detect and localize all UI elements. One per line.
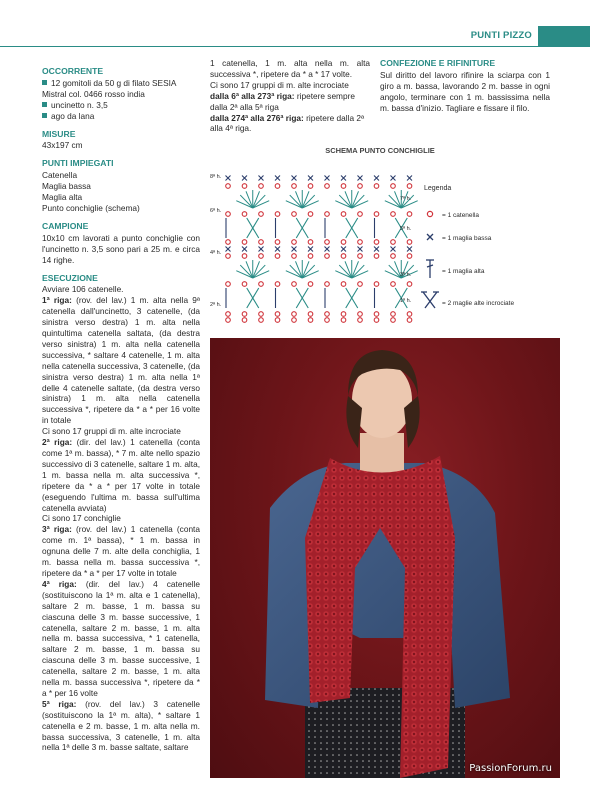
chart-chain xyxy=(358,282,363,287)
chart-chain xyxy=(374,312,379,317)
chart-crossed-double xyxy=(276,288,309,308)
crossed-double-crochet-icon xyxy=(421,292,439,308)
model-illustration xyxy=(210,338,560,778)
chart-chain xyxy=(391,282,396,287)
row-4-instructions: 4ª riga: (dir. del lav.) 4 catenelle (sostituiscono la 1ª m. alta e 1 catenella), saltare 2 m. basse, 1 m. bassa su ciascuna delle 3 m. basse successive, 1 catenella, saltare 2 m. basse, 1 m. alta nella m. bassa successiva, * 1 catenella, saltare 2 m. basse, 1 m. bassa su ciascuna delle 3 m. basse successive, 1 catenella, saltare 2 m. basse, 1 m. alta nella m. bassa successiva *, ripetere da * a * per 16 volte xyxy=(42,578,200,698)
chart-crossed-double xyxy=(325,288,358,308)
row-label-right: 7ª h. xyxy=(400,196,412,202)
watermark: PassionForum.ru xyxy=(469,763,552,774)
row-label-left: 6ª h. xyxy=(210,208,222,214)
chart-single-crochet xyxy=(242,176,247,181)
chart-chain xyxy=(325,184,330,189)
punti-heading: PUNTI IMPIEGATI xyxy=(42,158,114,169)
row-5-instructions: 5ª riga: (rov. del lav.) 3 catenelle (sostituiscono la 1ª m. alta), * saltare 1 catenella e 2 m. basse, 1 m. alta nella m. bassa successiva, 3 catenelle, 1 m. alta nella 1ª delle 3 m. basse saltate, saltare xyxy=(42,698,200,753)
rows-274-276-instructions: dalla 274ª alla 276ª riga: ripetere dalla 2ª alla 4ª riga. xyxy=(210,112,365,134)
chart-chain xyxy=(325,254,330,259)
header-rule xyxy=(0,46,590,47)
chart-single-crochet xyxy=(341,247,346,252)
chart-chain xyxy=(374,184,379,189)
row-2-instructions: 2ª riga: (dir. del lav.) 1 catenella (conta come 1ª m. bassa), * 7 m. alte nello spazio successivo di 3 catenelle, saltare 1 m. alta, 1 m. bassa nella m. alta successiva *, ripetere da * a * per 17 volte in totale (eseguendo l'ultima m. bassa sull'ultima catenella avviata) xyxy=(42,437,200,513)
chart-chain xyxy=(242,184,247,189)
chart-single-crochet xyxy=(325,247,330,252)
chart-chain xyxy=(374,282,379,287)
chart-chain xyxy=(391,240,396,245)
chart-chain xyxy=(308,312,313,317)
crochet-chart xyxy=(210,156,550,336)
list-item: Catenella xyxy=(42,170,78,181)
campione-text: 10x10 cm lavorati a punto conchiglie con l'uncinetto n. 3,5 sono pari a 25 m. e circa 14 righe. xyxy=(42,232,200,265)
chart-chain xyxy=(391,318,396,323)
bullet-square-icon xyxy=(42,102,47,107)
rows-6-273-instructions: dalla 6ª alla 273ª riga: ripetere sempre dalla 2ª alla 5ª riga xyxy=(210,90,355,112)
chart-single-crochet xyxy=(308,176,313,181)
chart-chain xyxy=(226,312,231,317)
chart-chain xyxy=(407,318,412,323)
chart-shell xyxy=(286,190,319,208)
chart-single-crochet xyxy=(292,176,297,181)
chart-chain xyxy=(242,254,247,259)
legend-title: Legenda xyxy=(424,185,452,192)
row-3-instructions: 3ª riga: (rov. del lav.) 1 catenella (conta come m. 1ª bassa), * 1 m. bassa in ognuna delle 7 m. alte della conchiglia, 1 m. bassa nella m. bassa successiva *, ripetere da * a * per 17 volte in totale xyxy=(42,524,200,578)
chart-chain xyxy=(308,282,313,287)
chart-legend xyxy=(424,185,514,307)
chart-chain xyxy=(407,212,412,217)
chart-shell xyxy=(286,260,319,278)
chart-chain xyxy=(374,254,379,259)
column-right xyxy=(380,58,550,114)
bullet-square-icon xyxy=(42,80,47,85)
chart-shell xyxy=(335,190,368,208)
chart-shell xyxy=(335,260,368,278)
chart-chain xyxy=(358,254,363,259)
row-1-instructions: 1ª riga: (rov. del lav.) 1 m. alta nella 9ª catenella dall'uncinetto, 3 catenelle, (da sinistra verso destra) 1 m. alta nella quintultima catenella saltata, (da destra verso sinistra) 1 m. alta nella catenella successiva, * saltare 4 catenelle, 1 m. alta nella catenella successiva, 3 catenelle, (da sinistra verso destra) 1 m. alta nella 1ª delle 4 catenelle saltate, (da destra verso sinistra) 1 m. alta nella catenella successiva *, ripetere da * a * per 16 volte in totale xyxy=(42,295,200,426)
chart-single-crochet xyxy=(242,247,247,252)
misure-value: 43x197 cm xyxy=(42,140,83,151)
punti-list xyxy=(42,170,200,214)
row-label-right: 1ª h. xyxy=(400,298,412,304)
chart-chain xyxy=(275,312,280,317)
chart-chain xyxy=(292,240,297,245)
row-label-right: 3ª h. xyxy=(400,272,412,278)
chart-chain xyxy=(374,212,379,217)
chart-crossed-double xyxy=(226,218,259,238)
chart-chain xyxy=(259,318,264,323)
chart-chain xyxy=(292,212,297,217)
chart-chain xyxy=(226,282,231,287)
double-crochet-icon xyxy=(426,260,434,278)
chart-chain xyxy=(275,212,280,217)
model-photo xyxy=(210,338,560,778)
list-item: 12 gomitoli da 50 g di filato SESIA Mistral col. 0466 rosso india xyxy=(42,77,176,99)
row-label-right: 5ª h. xyxy=(400,226,412,232)
chart-chain xyxy=(358,212,363,217)
chart-single-crochet xyxy=(292,247,297,252)
row-1-note: Ci sono 17 gruppi di m. alte incrociate xyxy=(42,426,181,437)
chart-chain xyxy=(259,240,264,245)
row-label-left: 4ª h. xyxy=(210,250,222,256)
chart-chain xyxy=(407,312,412,317)
chart-chain xyxy=(226,254,231,259)
row-2-note: Ci sono 17 conchiglie xyxy=(42,513,121,524)
list-item: Maglia alta xyxy=(42,192,83,203)
esecuzione-heading: ESECUZIONE xyxy=(42,272,98,283)
row-5-note: Ci sono 17 gruppi di m. alte incrociate xyxy=(210,79,349,90)
misure-heading: MISURE xyxy=(42,128,76,139)
chart-crossed-double xyxy=(325,218,358,238)
chart-chain xyxy=(325,318,330,323)
chart-chain xyxy=(242,282,247,287)
chart-single-crochet xyxy=(358,247,363,252)
chart-chain xyxy=(325,312,330,317)
chart-single-crochet xyxy=(275,176,280,181)
chart-shell xyxy=(236,260,269,278)
chart-chain xyxy=(325,240,330,245)
legend-chain-label: = 1 catenella xyxy=(442,212,480,219)
chart-chain xyxy=(341,312,346,317)
occorrente-list xyxy=(42,78,200,122)
chart-chain xyxy=(275,282,280,287)
chart-chain xyxy=(275,318,280,323)
confezione-text: Sul diritto del lavoro rifinire la sciarpa con 1 giro a m. bassa, lavorando 2 m. basse in ogni angolo, terminare con 1 m. bassissima nella m. bassa d'inizio. Tagliare e fissare il filo. xyxy=(380,69,550,113)
chart-chain xyxy=(292,318,297,323)
chart-single-crochet xyxy=(226,176,231,181)
column-left xyxy=(42,66,200,753)
chart-chain xyxy=(341,240,346,245)
chart-single-crochet xyxy=(341,176,346,181)
crochet-chart-svg xyxy=(210,156,550,336)
chart-single-crochet xyxy=(275,247,280,252)
chart-chain xyxy=(242,318,247,323)
chart-chain xyxy=(391,184,396,189)
chart-chain xyxy=(407,254,412,259)
chart-single-crochet xyxy=(259,247,264,252)
chart-chain xyxy=(358,184,363,189)
chart-chain xyxy=(391,212,396,217)
chart-chain xyxy=(259,312,264,317)
chart-single-crochet xyxy=(407,176,412,181)
occorrente-heading: OCCORRENTE xyxy=(42,66,104,76)
row-label-left: 8ª h. xyxy=(210,174,222,180)
list-item: Maglia bassa xyxy=(42,181,91,192)
chart-chain xyxy=(358,318,363,323)
list-item: uncinetto n. 3,5 xyxy=(42,100,200,111)
chart-shell xyxy=(236,190,269,208)
chart-chain xyxy=(292,184,297,189)
chart-chain xyxy=(292,282,297,287)
chart-chain xyxy=(226,184,231,189)
chart-single-crochet xyxy=(391,176,396,181)
chart-chain xyxy=(242,212,247,217)
esecuzione-intro: Avviare 106 catenelle. xyxy=(42,284,124,295)
list-item: ago da lana xyxy=(42,111,200,122)
chart-chain xyxy=(259,254,264,259)
chart-chain xyxy=(308,254,313,259)
chart-chain xyxy=(358,312,363,317)
chart-chain xyxy=(341,184,346,189)
chart-chain xyxy=(308,240,313,245)
row-label-left: 2ª h. xyxy=(210,302,222,308)
chart-single-crochet xyxy=(358,176,363,181)
chart-single-crochet xyxy=(308,247,313,252)
chart-chain xyxy=(259,282,264,287)
chart-single-crochet xyxy=(374,176,379,181)
bullet-square-icon xyxy=(42,113,47,118)
chart-chain xyxy=(226,240,231,245)
chart-chain xyxy=(341,282,346,287)
chart-chain xyxy=(308,212,313,217)
legend-double-crochet-label: = 1 maglia alta xyxy=(442,268,485,275)
chart-chain xyxy=(325,212,330,217)
chart-single-crochet xyxy=(259,176,264,181)
chart-single-crochet xyxy=(391,247,396,252)
chart-chain xyxy=(259,212,264,217)
chart-chain xyxy=(226,318,231,323)
chart-chain xyxy=(259,184,264,189)
chart-chain xyxy=(374,240,379,245)
header-color-block xyxy=(538,26,590,47)
chart-chain xyxy=(275,240,280,245)
chart-chain xyxy=(341,254,346,259)
list-item: Punto conchiglie (schema) xyxy=(42,202,140,213)
column-middle xyxy=(210,58,370,134)
single-crochet-icon xyxy=(427,234,433,240)
section-title: PUNTI PIZZO xyxy=(470,30,532,41)
chart-chain xyxy=(242,240,247,245)
chart-chain xyxy=(242,312,247,317)
chart-chain xyxy=(292,254,297,259)
chart-chain xyxy=(275,254,280,259)
chart-chain xyxy=(341,212,346,217)
schema-title: SCHEMA PUNTO CONCHIGLIE xyxy=(325,146,435,155)
chart-single-crochet xyxy=(226,247,231,252)
legend-single-crochet-label: = 1 maglia bassa xyxy=(442,235,492,242)
chart-chain xyxy=(308,318,313,323)
chart-chain xyxy=(308,184,313,189)
chart-chain xyxy=(407,282,412,287)
chart-single-crochet xyxy=(407,247,412,252)
chart-chain xyxy=(341,318,346,323)
chart-chain xyxy=(391,254,396,259)
chart-chain xyxy=(226,212,231,217)
chart-chain xyxy=(358,240,363,245)
chart-chain xyxy=(374,318,379,323)
row-5-continued: 1 catenella, 1 m. alta nella m. alta successiva *, ripetere da * a * 17 volte. xyxy=(210,58,370,79)
chart-chain xyxy=(407,184,412,189)
chart-chain xyxy=(275,184,280,189)
legend-crossed-label: = 2 maglie alte incrociate xyxy=(442,300,515,307)
page-header xyxy=(0,26,590,46)
chart-single-crochet xyxy=(325,176,330,181)
chain-icon xyxy=(427,211,432,216)
campione-heading: CAMPIONE xyxy=(42,220,89,231)
chart-chain xyxy=(325,282,330,287)
chart-chain xyxy=(391,312,396,317)
chart-crossed-double xyxy=(276,218,309,238)
confezione-heading: CONFEZIONE E RIFINITURE xyxy=(380,58,496,68)
neck xyxy=(360,433,404,473)
chart-chain xyxy=(292,312,297,317)
chart-single-crochet xyxy=(374,247,379,252)
chart-crossed-double xyxy=(226,288,259,308)
chart-chain xyxy=(407,240,412,245)
